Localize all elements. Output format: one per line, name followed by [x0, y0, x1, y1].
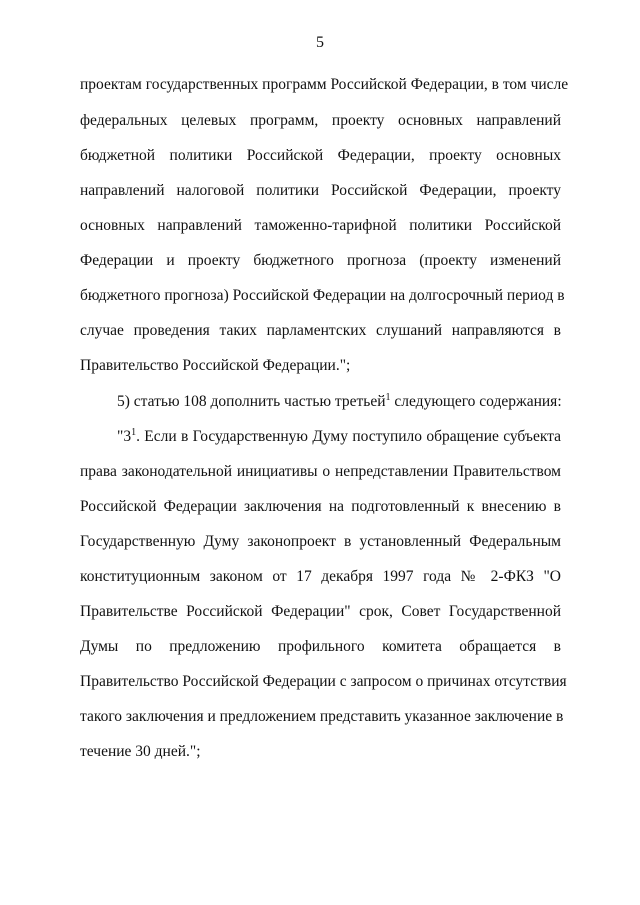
- text-line: федеральных целевых программ, проекту основных направлений: [80, 112, 561, 129]
- text-line: такого заключения и предложением представить указанное заключение в: [80, 708, 564, 725]
- quote-first-line: [117, 427, 561, 447]
- text-line: Правительство Российской Федерации с запросом о причинах отсутствия: [80, 673, 567, 690]
- text-line: случае проведения таких парламентских слушаний направляются в: [80, 322, 561, 339]
- list-item-5: [117, 392, 561, 412]
- text-line: проектам государственных программ Российской Федерации, в том числе: [80, 76, 569, 93]
- text-line: Федерации и проекту бюджетного прогноза (проекту изменений: [80, 252, 561, 269]
- text-line: Правительстве Российской Федерации" срок, Совет Государственной: [80, 603, 561, 620]
- superscript: 1: [385, 391, 391, 403]
- quote-text-after: . Если в Государственную Думу поступило обращение субъекта: [136, 428, 561, 445]
- text-line: направлений налоговой политики Российской Федерации, проекту: [80, 182, 561, 199]
- text-line: Правительство Российской Федерации.";: [80, 357, 351, 374]
- page-number: 5: [316, 34, 324, 51]
- item5-text-after: следующего содержания:: [390, 393, 562, 410]
- text-line: течение 30 дней.";: [80, 743, 201, 760]
- text-line: права законодательной инициативы о непредставлении Правительством: [80, 463, 561, 480]
- quote-text-before: "3: [117, 428, 132, 445]
- text-line: конституционным законом от 17 декабря 1997 года № 2-ФКЗ "О: [80, 568, 561, 585]
- text-line: бюджетной политики Российской Федерации, проекту основных: [80, 147, 561, 164]
- text-line: Думы по предложению профильного комитета обращается в: [80, 638, 561, 655]
- text-line: Российской Федерации заключения на подготовленный к внесению в: [80, 498, 561, 515]
- text-line: Государственную Думу законопроект в установленный Федеральным: [80, 533, 561, 550]
- superscript: 1: [131, 426, 137, 438]
- item5-text-before: 5) статью 108 дополнить частью третьей: [117, 393, 386, 410]
- text-line: основных направлений таможенно-тарифной политики Российской: [80, 217, 561, 234]
- text-line: бюджетного прогноза) Российской Федерации на долгосрочный период в: [80, 287, 565, 304]
